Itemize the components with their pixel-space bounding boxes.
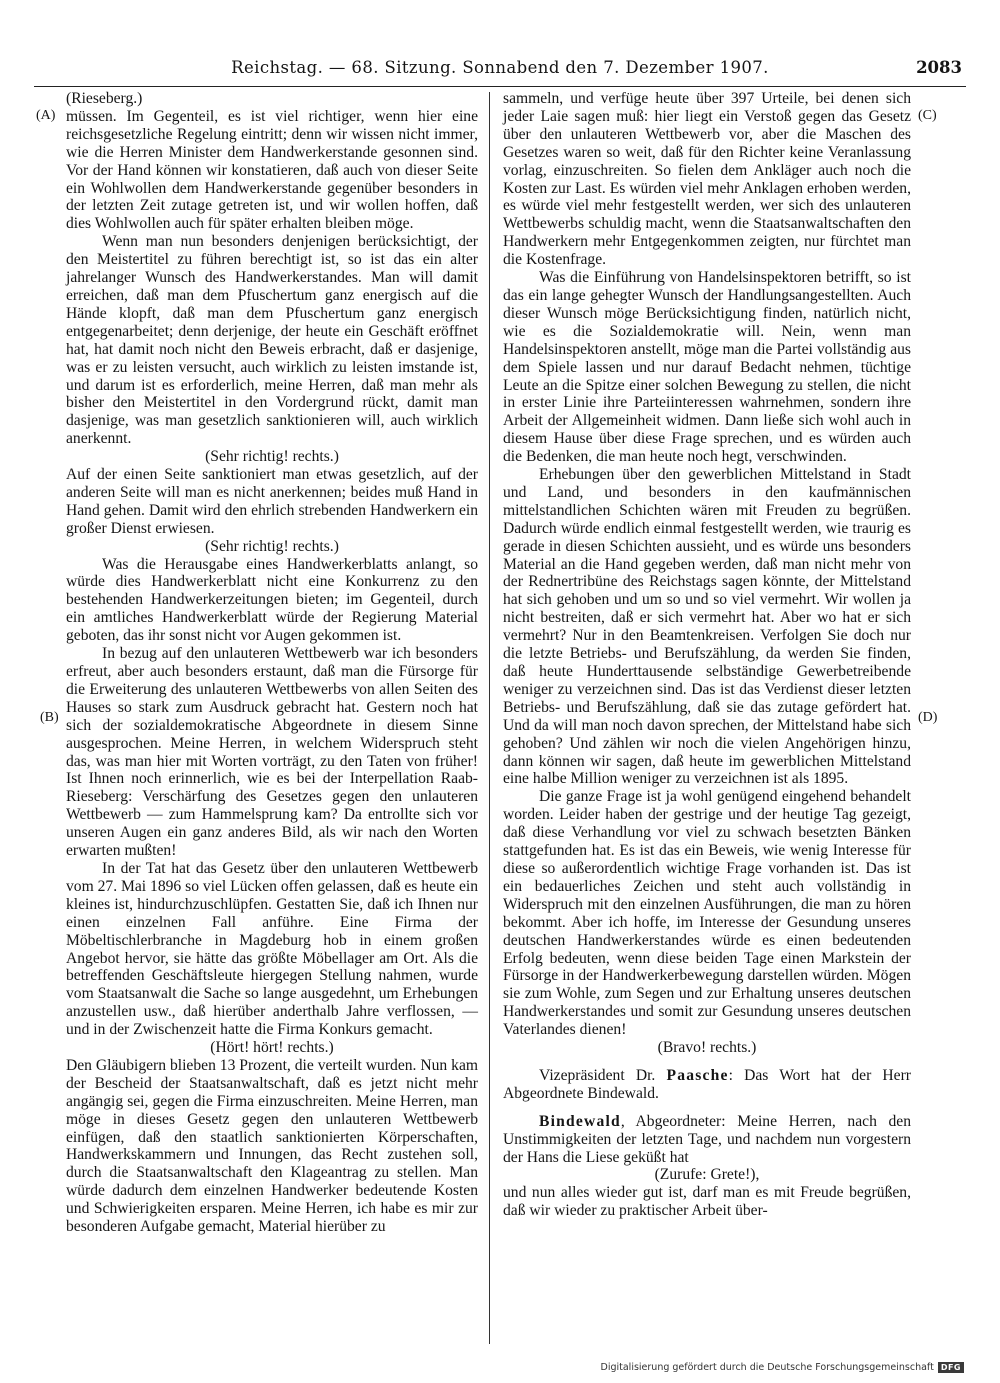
vp-name: Paasche <box>666 1066 729 1084</box>
left-column <box>66 90 478 1236</box>
paragraph: und nun alles wieder gut ist, darf man es mit Freude begrüßen, daß wir wieder zu praktischer Arbeit über- <box>503 1184 911 1220</box>
paragraph: Die ganze Frage ist ja wohl genügend eingehend behandelt worden. Leider haben der gestrige und der heutige Tag gezeigt, daß diese Verhandlung vor viel zu schwach besetzten Bänken stattgefunden hat. Es ist das ein Beweis, wie wenig Interesse für diese so außerordentlich wichtige Frage vorhanden ist. Das ist ein bedauerliches Zeichen und steht auch vollständig in Widerspruch mit den einzelnen Ausführungen, die man zu hören bekommt. Aber ich hoffe, im Interesse der Gesundung unseres deutschen Handwerkerstandes würde es einen bedeutenden Erfolg bedeuten, wenn diese beiden Tage einen Markstein der Fürsorge in der Handwerkerbewegung darstellen würden. Mögen sie zum Wohle, zum Segen und zur Erhaltung unseres deutschen Handwerkerstandes und somit zur Gesundung unseres deutschen Vaterlandes dienen! <box>503 788 911 1039</box>
margin-marker-a: (A) <box>36 108 56 123</box>
speaker-tag: (Rieseberg.) <box>66 90 143 107</box>
speaker-name: Bindewald <box>539 1112 621 1130</box>
speaker-text: , Abgeordneter: Meine Herren, nach den Unstimmigkeiten der letzten Tage, und nachdem nun vorgestern der Hans die Liese geküßt hat <box>503 1112 911 1166</box>
paragraph: Was die Herausgabe eines Handwerkerblatts anlangt, so würde dies Handwerkerblatt nicht eine Konkurrenz zu den bestehenden Handwerkerzeitungen bieten; im Gegenteil, durch ein amtliches Handwerkerblatt würde der Regierung Material geboten, das ihr sonst nicht vor Augen gekommen ist. <box>66 555 478 645</box>
paragraph: Erhebungen über den gewerblichen Mittelstand in Stadt und Land, und besonders in den kaufmännischen mittelstandlichen Schichten wären mit Freuden zu begrüßen. Dadurch würde endlich einmal festgestellt werden, wie traurig es gerade in diesen Schichten aussieht, und es würde uns besonders Material an die Hand gegeben werden, daß man nicht mehr von der Rednertribüne des Reichstags sagen könnte, der Mittelstand hat sich gehoben und um so und so viel vermehrt. Wir wollen ja nicht bestreiten, daß er sich vermehrt hat. Aber wo hat er sich vermehrt? Nur in den Beamtenkreisen. Verfolgen Sie doch nur die letzte Betriebs- und Berufszählung, da werden Sie finden, daß heute Hunderttausende selbständige Gewerbetreibende weniger zu verzeichnen sind. Das ist das Verdienst dieser letzten Betriebs- und Berufszählung, daß sie das zutage gefördert hat. Und da will man noch davon sprechen, der Mittelstand habe sich gehoben? Und zählen wir noch die vielen Angehörigen hinzu, dann können wir sagen, daß heute im gewerblichen Mittelstand eine halbe Million weniger zu verzeichnen ist als 1895. <box>503 466 911 788</box>
margin-marker-b: (B) <box>40 710 59 725</box>
paragraph: Den Gläubigern blieben 13 Prozent, die verteilt wurden. Nun kam der Bescheid der Staatsanwaltschaft, daß es jetzt nicht mehr angängig sei, gegen die Firma einzuschreiten. Meine Herren, man möge in dieses Gesetz gegen den unlauteren Wettbewerb einfügen, daß den staatlich sanktionierten Körperschaften, Handwerkskammern und Innungen, das Recht zustehen soll, durch die Staatsanwaltschaft den Klageantrag zu stellen. Man würde dadurch dem einzelnen Handwerker bedeutende Kosten und Schwierigkeiten ersparen. Meine Herren, ich habe es mir zur besonderen Aufgabe gemacht, Material hierüber zu <box>66 1056 478 1236</box>
paragraph: In der Tat hat das Gesetz über den unlauteren Wettbewerb vom 27. Mai 1896 so viel Lücken offen gelassen, daß es heute ein kleines ist, hindurchzuschlüpfen. Gestatten Sie, daß ich Ihnen nur einen einzelnen Fall anführe. Eine Firma der Möbeltischlerbranche in Magdeburg hob in einem großen Angebot hervor, sie hätte das größte Möbellager am Ort. Als die betreffenden Geschäftsleute hiergegen Stellung nahmen, wurde vom Staatsanwalt die Sache so lange ausgedehnt, um Erhebungen anzustellen usw., daß hierüber anderthalb Jahre verflossen, — und in der Zwischenzeit hatte die Firma Konkurs gemacht. <box>66 859 478 1039</box>
vice-president-statement <box>503 1067 911 1103</box>
footer-text: Digitalisierung gefördert durch die Deutsche Forschungsgemeinschaft <box>600 1362 934 1373</box>
paragraph: müssen. Im Gegenteil, es ist viel richtiger, wenn hier eine reichsgesetzliche Regelung eintritt; denn wir wissen nicht immer, wie die Herren Minister dem Handwerkerstande gesonnen sind. Vor der Hand können wir konstatieren, daß auch von dieser Seite ein Wohlwollen dem Handwerkerstande gegenüber besonders in der letzten Zeit zutage getreten ist, und wir wollen hoffen, daß dies Wohlwollen auch für später erhalten bleiben möge. <box>66 107 478 233</box>
margin-marker-d: (D) <box>918 710 938 725</box>
margin-marker-c: (C) <box>918 108 937 123</box>
paragraph: Auf der einen Seite sanktioniert man etwas gesetzlich, auf der anderen Seite will man es nicht anerkennen; beides muß Hand in Hand gehen. Damit wird den ehrlich strebenden Handwerkern ein großer Dienst erwiesen. <box>66 466 478 537</box>
vp-text: : Das Wort hat der Herr Abgeordnete Bindewald. <box>503 1066 911 1102</box>
column-divider <box>489 92 490 1344</box>
interjection: (Hört! hört! rechts.) <box>210 1039 334 1057</box>
interjection: (Sehr richtig! rechts.) <box>205 448 339 466</box>
interjection: (Zurufe: Grete!), <box>654 1166 760 1184</box>
paragraph: Was die Einführung von Handelsinspektoren betrifft, so ist das ein lange gehegter Wunsch der Handlungsangestellten. Auch dieser Wunsch möge Berücksichtigung finden, natürlich nicht, wie es die Sozialdemokratie will. Nein, wenn man Handelsinspektoren anstellt, möge man die Partei vollständig aus dem Spiele lassen und nur darauf Bedacht nehmen, tüchtige Leute an die Spitze einer solchen Bewegung zu stellen, die nicht in erster Linie ihre Parteiinteressen wahrnehmen, sondern ihre Arbeit der Allgemeinheit widmen. Dann ließe sich wohl auch in diesem Hause über diese Frage sprechen, und es würden auch die Bedenken, die man heute noch hegt, verschwinden. <box>503 269 911 466</box>
interjection: (Sehr richtig! rechts.) <box>205 537 339 555</box>
dfg-logo-icon: DFG <box>938 1362 964 1373</box>
paragraph: sammeln, und verfüge heute über 397 Urteile, bei denen sich jeder Laie sagen muß: hier liegt ein Verstoß gegen das Gesetz über den unlauteren Wettbewerb vor, aber die Maschen des Gesetzes waren so weit, daß für den Richter keine Veranlassung vorlag, einzuschreiten. So fielen dem Ankläger auch noch die Kosten zur Last. Es würden viel mehr Anklagen erhoben werden, es würde viel mehr festgestellt werden, wer sich des unlauteren Wettbewerbs schuldig macht, wenn die Staatsanwaltschaften den Handwerkern mehr Entgegenkommen zeigten, nur fürchtet man die Kostenfrage. <box>503 90 911 269</box>
paragraph: Wenn man nun besonders denjenigen berücksichtigt, der den Meistertitel zu führen berechtigt ist, so ist das ein alter jahrelanger Wunsch des Handwerkerstandes. Man will damit erreichen, daß man dem Pfuschertum ganz energisch auf die Hände klopft, daß man dem Pfuschertum ganz energisch entgegenarbeitet; denn derjenige, der heute ein Geschäft eröffnet hat, hat damit noch nicht den Beweis erbracht, daß er dasjenige, was er zu leisten versucht, auch wirklich zu leisten imstande ist, und darum ist es erforderlich, meine Herren, daß man mehr als bisher den Meistertitel in den Vordergrund rückt, damit man dasjenige, was man gesetzlich sanktionieren will, auch wirklich anerkennt. <box>66 233 478 448</box>
page-header <box>34 58 966 87</box>
running-title: Reichstag. — 68. Sitzung. Sonnabend den 7. Dezember 1907. <box>231 58 769 77</box>
footer-credit <box>601 1362 964 1373</box>
paragraph: In bezug auf den unlauteren Wettbewerb war ich besonders erfreut, aber auch besonders erstaunt, daß man die Fürsorge für die Erweiterung des unlauteren Wettbewerbs von allen Seiten des Hauses so stark zum Ausdruck gebracht hat. Gestern noch hat sich der sozialdemokratische Abgeordnete in diesem Sinne ausgesprochen. Meine Herren, in welchem Widerspruch steht das, was man hier mit Worten vorträgt, zu den Taten von früher! Ist Ihnen noch erinnerlich, wie es bei der Interpellation Raab-Rieseberg: Verschärfung des Gesetzes gegen den unlauteren Wettbewerb — zum Hammelsprung kam? Da entrollte sich vor unseren Augen ein ganz anderes Bild, als wir nach den Worten erwarten mußten! <box>66 645 478 860</box>
right-column <box>503 90 911 1220</box>
speaker-statement <box>503 1113 911 1167</box>
interjection: (Bravo! rechts.) <box>657 1039 757 1057</box>
vp-prefix: Vizepräsident Dr. <box>539 1066 667 1084</box>
page-number: 2083 <box>916 58 962 77</box>
